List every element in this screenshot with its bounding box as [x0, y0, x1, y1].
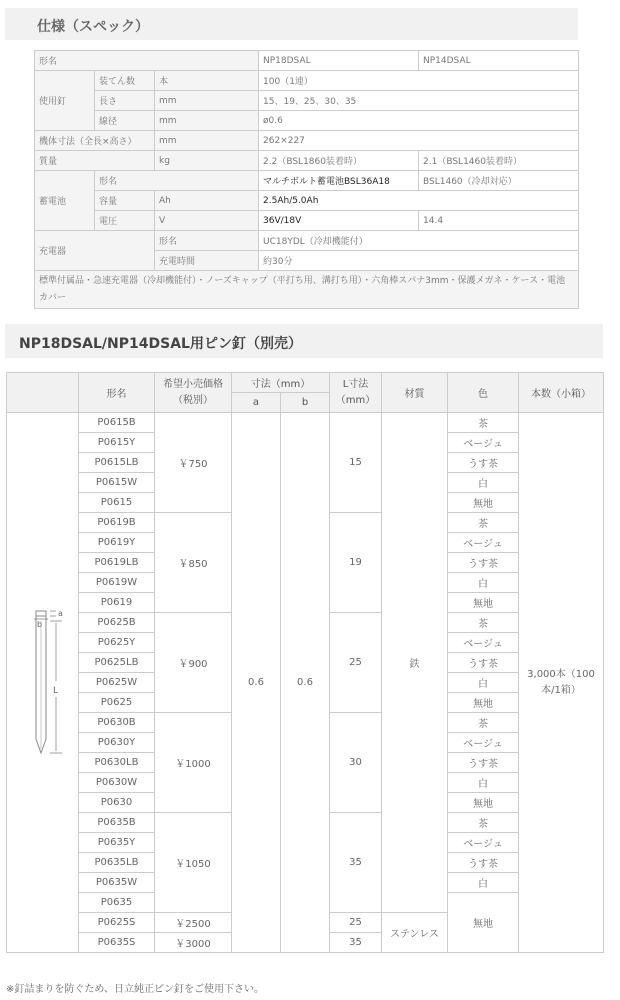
pin-color: ベージュ: [448, 733, 519, 753]
pin-color: 無地: [448, 493, 519, 513]
pin-price: ￥900: [155, 613, 232, 713]
pin-color: 無地: [448, 893, 519, 953]
spec-mass-label: 質量: [35, 151, 155, 171]
spec-model-a: NP18DSAL: [259, 51, 419, 71]
pin-length: 19: [330, 513, 382, 613]
diagram-label-b: b: [36, 620, 42, 629]
pin-model: P0615LB: [79, 453, 155, 473]
pin-color: ベージュ: [448, 833, 519, 853]
pin-diagram: [10, 601, 76, 761]
header-a: a: [232, 393, 281, 413]
pin-color: 茶: [448, 413, 519, 433]
pin-length: 30: [330, 713, 382, 813]
pin-model: P0635W: [79, 873, 155, 893]
spec-ctime-value: 約30分: [259, 251, 579, 271]
pin-color: 茶: [448, 813, 519, 833]
table-row: [7, 413, 604, 433]
pin-model: P0635: [79, 893, 155, 913]
header-dim: 寸法（mm）: [232, 373, 330, 393]
pin-length: 25: [330, 913, 382, 933]
pin-model: P0619Y: [79, 533, 155, 553]
spec-dia-value: ø0.6: [259, 111, 579, 131]
spec-cap-value: 2.5Ah/5.0Ah: [259, 191, 579, 211]
pin-price: ￥850: [155, 513, 232, 613]
pin-model: P0615Y: [79, 433, 155, 453]
spec-length-unit: mm: [155, 91, 259, 111]
spec-cmodel-value: UC18YDL（冷却機能付）: [259, 231, 579, 251]
pin-price: ￥1050: [155, 813, 232, 913]
pin-color: 無地: [448, 693, 519, 713]
spec-length-value: 15、19、25、30、35: [259, 91, 579, 111]
pin-color: うす茶: [448, 753, 519, 773]
pin-color: うす茶: [448, 453, 519, 473]
pin-color: 無地: [448, 793, 519, 813]
pin-price: ￥750: [155, 413, 232, 513]
pin-model: P0619W: [79, 573, 155, 593]
pin-color: うす茶: [448, 653, 519, 673]
pin-model: P0625LB: [79, 653, 155, 673]
footnote: ※釘詰まりを防ぐため、日立純正ピン釘をご使用下さい。: [6, 984, 264, 995]
pin-model: P0619LB: [79, 553, 155, 573]
pin-model: P0635B: [79, 813, 155, 833]
pin-length: 35: [330, 933, 382, 953]
pin-color: ベージュ: [448, 633, 519, 653]
spec-mass-unit: kg: [155, 151, 259, 171]
pin-color: 茶: [448, 513, 519, 533]
pin-model: P0619B: [79, 513, 155, 533]
spec-model-b: NP14DSAL: [419, 51, 579, 71]
spec-accessories: 標準付属品・急速充電器（冷却機能付）・ノーズキャップ（平打ち用、溝打ち用）・六角棒スパナ3mm・保護メガネ・ケース・電池カバー: [35, 271, 579, 309]
pin-material-iron: 鉄: [382, 413, 448, 913]
pin-qty: 3,000本（100本/1箱）: [519, 413, 604, 953]
spec-volt-a: 36V/18V: [259, 211, 419, 231]
pin-color: 白: [448, 573, 519, 593]
pin-price: ￥1000: [155, 713, 232, 813]
pin-color: ベージュ: [448, 433, 519, 453]
pin-color: 茶: [448, 613, 519, 633]
pin-model: P0635LB: [79, 853, 155, 873]
spec-dia-label: 線径: [95, 111, 155, 131]
pin-model: P0635S: [79, 933, 155, 953]
pin-color: 白: [448, 473, 519, 493]
pin-model: P0630W: [79, 773, 155, 793]
header-color: 色: [448, 373, 519, 413]
pin-price: ￥2500: [155, 913, 232, 933]
pin-model: P0630B: [79, 713, 155, 733]
spec-bmodel-label: 形名: [95, 171, 259, 191]
spec-model-label: 形名: [35, 51, 259, 71]
pins-header-row: [7, 373, 604, 393]
spec-table: [34, 50, 579, 309]
pin-model: P0615B: [79, 413, 155, 433]
spec-size-value: 262×227: [259, 131, 579, 151]
pin-model: P0625Y: [79, 633, 155, 653]
spec-volt-unit: V: [155, 211, 259, 231]
pin-color: 白: [448, 673, 519, 693]
spec-bmodel-a: マルチボルト蓄電池BSL36A18: [259, 171, 419, 191]
pin-model: P0615W: [79, 473, 155, 493]
pin-color: ベージュ: [448, 533, 519, 553]
spec-mass-b: 2.1（BSL1460装着時）: [419, 151, 579, 171]
header-qty: 本数（小箱）: [519, 373, 604, 413]
pin-color: 白: [448, 773, 519, 793]
pin-color: うす茶: [448, 853, 519, 873]
diagram-label-a: a: [57, 609, 63, 618]
spec-charger-group: 充電器: [35, 231, 155, 271]
header-price: 希望小売価格（税別）: [155, 373, 232, 413]
pin-dim-a: 0.6: [232, 413, 281, 953]
spec-mass-a: 2.2（BSL1860装着時）: [259, 151, 419, 171]
pin-model: P0625W: [79, 673, 155, 693]
spec-cap-label: 容量: [95, 191, 155, 211]
header-length: L寸法（mm）: [330, 373, 382, 413]
header-material: 材質: [382, 373, 448, 413]
pin-price: ￥3000: [155, 933, 232, 953]
pins-heading: NP18DSAL/NP14DSAL用ピン釘（別売）: [5, 324, 603, 358]
pin-model: P0625B: [79, 613, 155, 633]
pin-dim-b: 0.6: [281, 413, 330, 953]
spec-cap-unit: Ah: [155, 191, 259, 211]
pin-model: P0625: [79, 693, 155, 713]
pin-color: うす茶: [448, 553, 519, 573]
spec-size-unit: mm: [155, 131, 259, 151]
spec-heading: 仕様（スペック）: [5, 8, 578, 40]
pin-material-steel: ステンレス: [382, 913, 448, 953]
pin-model: P0619: [79, 593, 155, 613]
spec-battery-group: 蓄電池: [35, 171, 95, 231]
pin-model: P0615: [79, 493, 155, 513]
diagram-label-l: L: [52, 686, 58, 696]
header-blank: [7, 373, 79, 413]
pin-color: 白: [448, 873, 519, 893]
pin-model: P0630: [79, 793, 155, 813]
spec-load-label: 装てん数: [95, 71, 155, 91]
pin-length: 35: [330, 813, 382, 913]
spec-nail-group: 使用釘: [35, 71, 95, 131]
pin-color: 茶: [448, 713, 519, 733]
pin-diagram-cell: [7, 413, 79, 953]
spec-load-unit: 本: [155, 71, 259, 91]
header-model: 形名: [79, 373, 155, 413]
pin-model: P0625S: [79, 913, 155, 933]
spec-length-label: 長さ: [95, 91, 155, 111]
pin-color: 無地: [448, 593, 519, 613]
spec-volt-b: 14.4: [419, 211, 579, 231]
spec-bmodel-b: BSL1460（冷却対応）: [419, 171, 579, 191]
spec-load-value: 100（1連）: [259, 71, 579, 91]
pin-length: 15: [330, 413, 382, 513]
pin-model: P0635Y: [79, 833, 155, 853]
spec-dia-unit: mm: [155, 111, 259, 131]
pin-model: P0630Y: [79, 733, 155, 753]
spec-ctime-label: 充電時間: [155, 251, 259, 271]
pin-length: 25: [330, 613, 382, 713]
header-b: b: [281, 393, 330, 413]
spec-size-label: 機体寸法（全長×高さ）: [35, 131, 155, 151]
pins-table: [6, 372, 604, 953]
spec-cmodel-label: 形名: [155, 231, 259, 251]
pin-model: P0630LB: [79, 753, 155, 773]
spec-volt-label: 電圧: [95, 211, 155, 231]
